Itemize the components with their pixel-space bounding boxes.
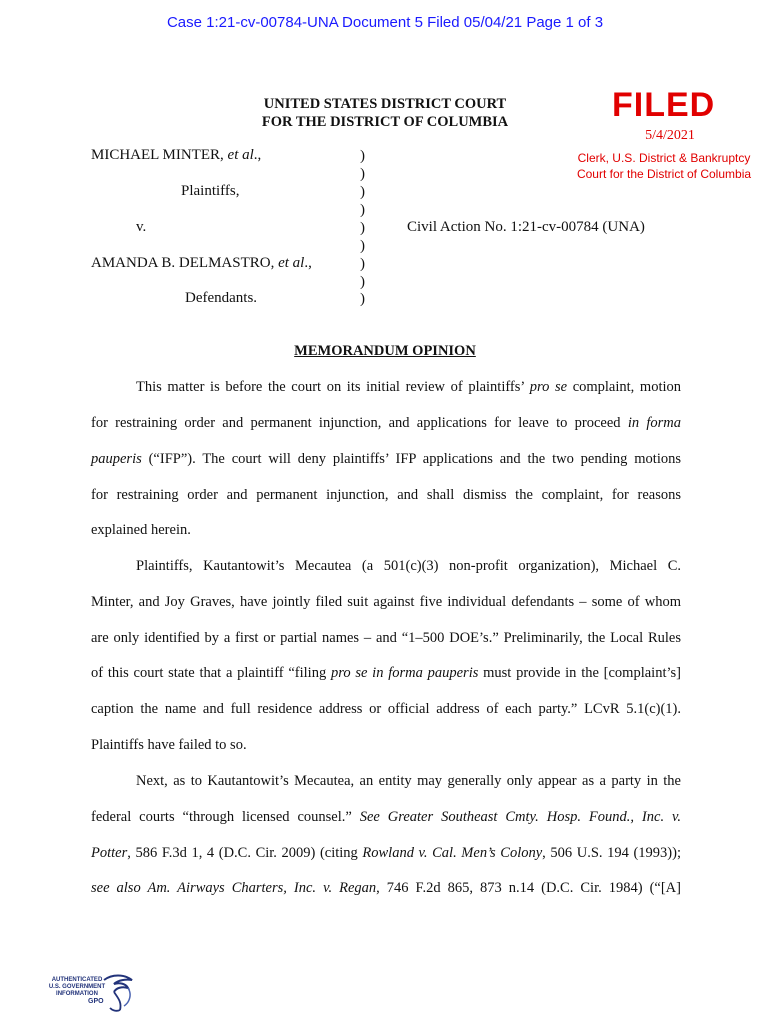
paragraph-line: explained herein. [91,522,191,538]
paragraph-line: caption the name and full residence address or official address of each party.” LCvR 5.1(c)(1). [91,701,681,717]
caption-paren: ) [360,274,365,290]
caption-paren: ) [360,148,365,164]
filed-stamp-word: FILED [612,86,716,124]
plaintiff-suffix: ., [253,147,262,163]
plaintiffs-label: Plaintiffs, [181,183,240,199]
paragraph-line: Plaintiffs, Kautantowit’s Mecautea (a 501(c)(3) non-profit organization), Michael C. [136,558,681,574]
caption-paren: ) [360,291,365,307]
gpo-logo-line: INFORMATION [56,991,98,997]
defendant-suffix: ., [304,255,312,271]
paragraph-line [91,845,681,862]
caption-paren: ) [360,166,365,182]
paragraph-line [91,451,681,468]
eagle-icon [98,972,138,1016]
text-run-italic: See Greater Southeast Cmty. Hosp. Found., Inc. v. [359,809,681,825]
paragraph-line: Minter, and Joy Graves, have jointly filed suit against five individual defendants – some of whom [91,594,681,610]
paragraph-line: are only identified by a first or partial names – and “1–500 DOE’s.” Preliminarily, the Local Rules [91,630,681,646]
paragraph-line [91,880,681,897]
paragraph-line: for restraining order and permanent injunction, and shall dismiss the complaint, for reasons [91,487,681,503]
text-run: , 746 F.2d 865, 873 n.14 (D.C. Cir. 1984) (“[A] [376,880,681,896]
paragraph-line [91,415,681,432]
text-run: of this court state that a plaintiff “filing [91,665,331,681]
paragraph-line [91,809,681,826]
text-run: , 586 F.3d 1, 4 (D.C. Cir. 2009) (citing [127,845,363,861]
gpo-logo-mark: GPO [88,998,104,1005]
text-run-italic: Rowland v. Cal. Men’s Colony [362,845,543,861]
text-run-italic: see also Am. Airways Charters, Inc. v. Regan [91,880,377,896]
text-run: must provide in the [complaint’s] [478,665,681,681]
text-run-italic: Potter [91,845,128,861]
gpo-logo-line: U.S. GOVERNMENT [48,984,106,990]
caption-paren: ) [360,238,365,254]
paragraph-line: Next, as to Kautantowit’s Mecautea, an entity may generally only appear as a party in the [136,773,681,789]
versus-label: v. [136,219,147,235]
text-run: , 506 U.S. 194 (1993)); [542,845,681,861]
text-run: This matter is before the court on its initial review of plaintiffs’ [136,379,530,395]
civil-action-number: Civil Action No. 1:21-cv-00784 (UNA) [407,219,645,235]
plaintiff-caption [91,147,261,164]
defendant-et-al: et al [278,255,305,271]
paragraph-line [91,379,681,396]
defendant-caption [91,255,312,272]
text-run-italic: in forma [627,415,681,431]
filed-clerk-line1: Clerk, U.S. District & Bankruptcy [577,151,751,165]
gpo-authentication-logo [46,972,136,1016]
text-run-italic: pro se [529,379,568,395]
defendants-label: Defendants. [185,290,258,306]
caption-paren: ) [360,220,365,236]
text-run: (“IFP”). The court will deny plaintiffs’ IFP applications and the two pending motions [141,451,681,467]
text-run-italic: pauperis [91,451,142,467]
text-run-italic: pro se in forma pauperis [330,665,479,681]
defendant-name: AMANDA B. DELMASTRO, [91,255,279,271]
paragraph-line [91,665,681,682]
court-name-line1: UNITED STATES DISTRICT COURT [263,96,507,112]
court-name-line2: FOR THE DISTRICT OF COLUMBIA [261,114,509,130]
filed-stamp-clerk [574,150,754,182]
filed-stamp-date: 5/4/2021 [645,128,695,143]
filed-clerk-line2: Court for the District of Columbia [576,167,752,181]
text-run: complaint, motion [567,379,681,395]
plaintiff-name: MICHAEL MINTER, [91,147,228,163]
memorandum-title: MEMORANDUM OPINION [294,343,476,359]
paragraph-line: Plaintiffs have failed to so. [91,737,247,753]
caption-paren: ) [360,184,365,200]
plaintiff-et-al: et al [227,147,254,163]
caption-paren: ) [360,202,365,218]
court-name [240,95,530,131]
case-header-stamp: Case 1:21-cv-00784-UNA Document 5 Filed 05/04/21 Page 1 of 3 [166,14,604,31]
text-run: for restraining order and permanent injunction, and applications for leave to proceed [91,415,628,431]
text-run: federal courts “through licensed counsel.” [91,809,360,825]
gpo-logo-line: AUTHENTICATED [51,977,103,983]
caption-paren: ) [360,256,365,272]
